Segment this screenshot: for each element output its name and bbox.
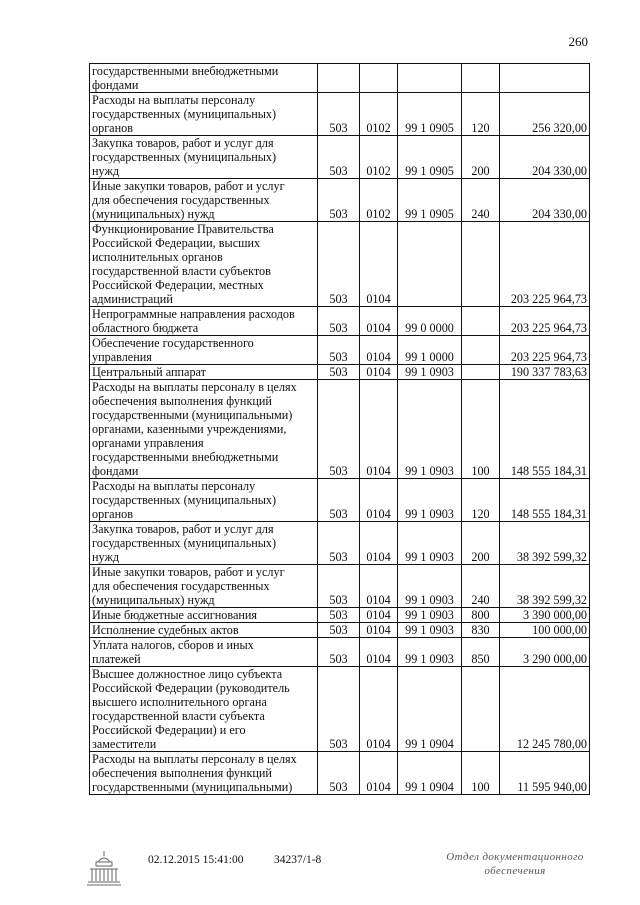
- table-row: [90, 522, 590, 565]
- building-emblem-icon: [84, 848, 124, 888]
- row-amount: 256 320,00: [500, 93, 590, 136]
- row-article-code: 99 1 0903: [398, 638, 462, 667]
- row-name: Расходы на выплаты персоналу в целях обеспечения выполнения функций государственными (муниципальными) органами, казенными учреждениями, органами управления государственными внебюджетными фондами: [90, 380, 318, 479]
- table-row: [90, 638, 590, 667]
- row-section-code: 0104: [360, 608, 398, 623]
- row-ministry-code: 503: [318, 93, 360, 136]
- row-section-code: 0104: [360, 222, 398, 307]
- row-expense-type: 120: [462, 93, 500, 136]
- row-name: Расходы на выплаты персоналу государственных (муниципальных) органов: [90, 93, 318, 136]
- row-article-code: 99 1 0903: [398, 522, 462, 565]
- table-row: [90, 93, 590, 136]
- row-section-code: 0104: [360, 365, 398, 380]
- table-row: [90, 307, 590, 336]
- row-expense-type: 240: [462, 565, 500, 608]
- row-expense-type: 240: [462, 179, 500, 222]
- row-name: Иные бюджетные ассигнования: [90, 608, 318, 623]
- row-section-code: 0102: [360, 93, 398, 136]
- row-article-code: 99 1 0905: [398, 93, 462, 136]
- row-amount: [500, 64, 590, 93]
- row-amount: 203 225 964,73: [500, 336, 590, 365]
- row-expense-type: [462, 222, 500, 307]
- row-ministry-code: 503: [318, 336, 360, 365]
- row-section-code: 0104: [360, 565, 398, 608]
- budget-table-body: [90, 64, 590, 795]
- row-ministry-code: 503: [318, 623, 360, 638]
- row-section-code: 0102: [360, 179, 398, 222]
- row-name: Расходы на выплаты персоналу в целях обеспечения выполнения функций государственными (муниципальными): [90, 752, 318, 795]
- table-row: [90, 365, 590, 380]
- table-row: [90, 336, 590, 365]
- table-row: [90, 179, 590, 222]
- footer-doc-id: 34237/1-8: [274, 854, 322, 866]
- row-section-code: 0104: [360, 638, 398, 667]
- row-ministry-code: 503: [318, 667, 360, 752]
- row-section-code: 0104: [360, 667, 398, 752]
- row-article-code: 99 1 0904: [398, 752, 462, 795]
- row-section-code: [360, 64, 398, 93]
- row-expense-type: [462, 336, 500, 365]
- row-ministry-code: 503: [318, 522, 360, 565]
- row-section-code: 0104: [360, 336, 398, 365]
- row-expense-type: 100: [462, 752, 500, 795]
- row-amount: 12 245 780,00: [500, 667, 590, 752]
- row-section-code: 0104: [360, 479, 398, 522]
- row-article-code: 99 1 0904: [398, 667, 462, 752]
- row-ministry-code: 503: [318, 752, 360, 795]
- row-name: Закупка товаров, работ и услуг для государственных (муниципальных) нужд: [90, 522, 318, 565]
- row-name: Высшее должностное лицо субъекта Российской Федерации (руководитель высшего исполнительного органа государственной власти субъекта Российской Федерации) и его заместители: [90, 667, 318, 752]
- row-ministry-code: 503: [318, 222, 360, 307]
- row-name: Расходы на выплаты персоналу государственных (муниципальных) органов: [90, 479, 318, 522]
- row-ministry-code: 503: [318, 479, 360, 522]
- row-expense-type: [462, 307, 500, 336]
- row-article-code: 99 1 0000: [398, 336, 462, 365]
- row-expense-type: 200: [462, 522, 500, 565]
- department-stamp: Отдел документационного обеспечения: [446, 851, 584, 877]
- row-section-code: 0102: [360, 136, 398, 179]
- row-article-code: [398, 222, 462, 307]
- row-name: Иные закупки товаров, работ и услуг для обеспечения государственных (муниципальных) нужд: [90, 565, 318, 608]
- footer-datetime: 02.12.2015 15:41:00: [148, 854, 244, 866]
- row-amount: 190 337 783,63: [500, 365, 590, 380]
- row-article-code: 99 1 0903: [398, 380, 462, 479]
- row-amount: 3 390 000,00: [500, 608, 590, 623]
- row-ministry-code: 503: [318, 608, 360, 623]
- row-expense-type: [462, 667, 500, 752]
- row-expense-type: 850: [462, 638, 500, 667]
- table-row: [90, 64, 590, 93]
- row-amount: 100 000,00: [500, 623, 590, 638]
- table-row: [90, 752, 590, 795]
- row-amount: 11 595 940,00: [500, 752, 590, 795]
- row-name: государственными внебюджетными фондами: [90, 64, 318, 93]
- row-amount: 204 330,00: [500, 179, 590, 222]
- row-name: Уплата налогов, сборов и иных платежей: [90, 638, 318, 667]
- table-row: [90, 623, 590, 638]
- row-article-code: 99 0 0000: [398, 307, 462, 336]
- row-amount: 203 225 964,73: [500, 222, 590, 307]
- row-name: Исполнение судебных актов: [90, 623, 318, 638]
- row-name: Обеспечение государственного управления: [90, 336, 318, 365]
- row-expense-type: [462, 64, 500, 93]
- row-ministry-code: 503: [318, 638, 360, 667]
- footer: [84, 848, 604, 888]
- row-ministry-code: 503: [318, 136, 360, 179]
- row-ministry-code: 503: [318, 179, 360, 222]
- row-amount: 148 555 184,31: [500, 479, 590, 522]
- row-name: Центральный аппарат: [90, 365, 318, 380]
- row-ministry-code: 503: [318, 380, 360, 479]
- row-ministry-code: 503: [318, 307, 360, 336]
- row-name: Иные закупки товаров, работ и услуг для обеспечения государственных (муниципальных) нужд: [90, 179, 318, 222]
- row-article-code: 99 1 0903: [398, 365, 462, 380]
- row-section-code: 0104: [360, 307, 398, 336]
- row-amount: 203 225 964,73: [500, 307, 590, 336]
- row-section-code: 0104: [360, 752, 398, 795]
- row-article-code: 99 1 0903: [398, 565, 462, 608]
- row-article-code: [398, 64, 462, 93]
- row-expense-type: 800: [462, 608, 500, 623]
- row-article-code: 99 1 0903: [398, 608, 462, 623]
- row-section-code: 0104: [360, 380, 398, 479]
- row-article-code: 99 1 0903: [398, 479, 462, 522]
- row-ministry-code: 503: [318, 565, 360, 608]
- row-section-code: 0104: [360, 522, 398, 565]
- row-expense-type: [462, 365, 500, 380]
- row-name: Функционирование Правительства Российской Федерации, высших исполнительных органов государственной власти субъектов Российской Федерации, местных администраций: [90, 222, 318, 307]
- budget-table: [89, 63, 590, 795]
- row-article-code: 99 1 0903: [398, 623, 462, 638]
- table-row: [90, 380, 590, 479]
- row-expense-type: 200: [462, 136, 500, 179]
- row-section-code: 0104: [360, 623, 398, 638]
- row-expense-type: 830: [462, 623, 500, 638]
- row-ministry-code: [318, 64, 360, 93]
- row-expense-type: 120: [462, 479, 500, 522]
- row-amount: 38 392 599,32: [500, 522, 590, 565]
- row-amount: 148 555 184,31: [500, 380, 590, 479]
- row-article-code: 99 1 0905: [398, 136, 462, 179]
- table-row: [90, 136, 590, 179]
- table-row: [90, 222, 590, 307]
- table-row: [90, 608, 590, 623]
- row-ministry-code: 503: [318, 365, 360, 380]
- row-amount: 3 290 000,00: [500, 638, 590, 667]
- row-article-code: 99 1 0905: [398, 179, 462, 222]
- row-name: Непрограммные направления расходов областного бюджета: [90, 307, 318, 336]
- row-amount: 204 330,00: [500, 136, 590, 179]
- table-row: [90, 479, 590, 522]
- table-row: [90, 667, 590, 752]
- table-row: [90, 565, 590, 608]
- row-name: Закупка товаров, работ и услуг для государственных (муниципальных) нужд: [90, 136, 318, 179]
- row-amount: 38 392 599,32: [500, 565, 590, 608]
- row-expense-type: 100: [462, 380, 500, 479]
- page-number: 260: [568, 34, 588, 49]
